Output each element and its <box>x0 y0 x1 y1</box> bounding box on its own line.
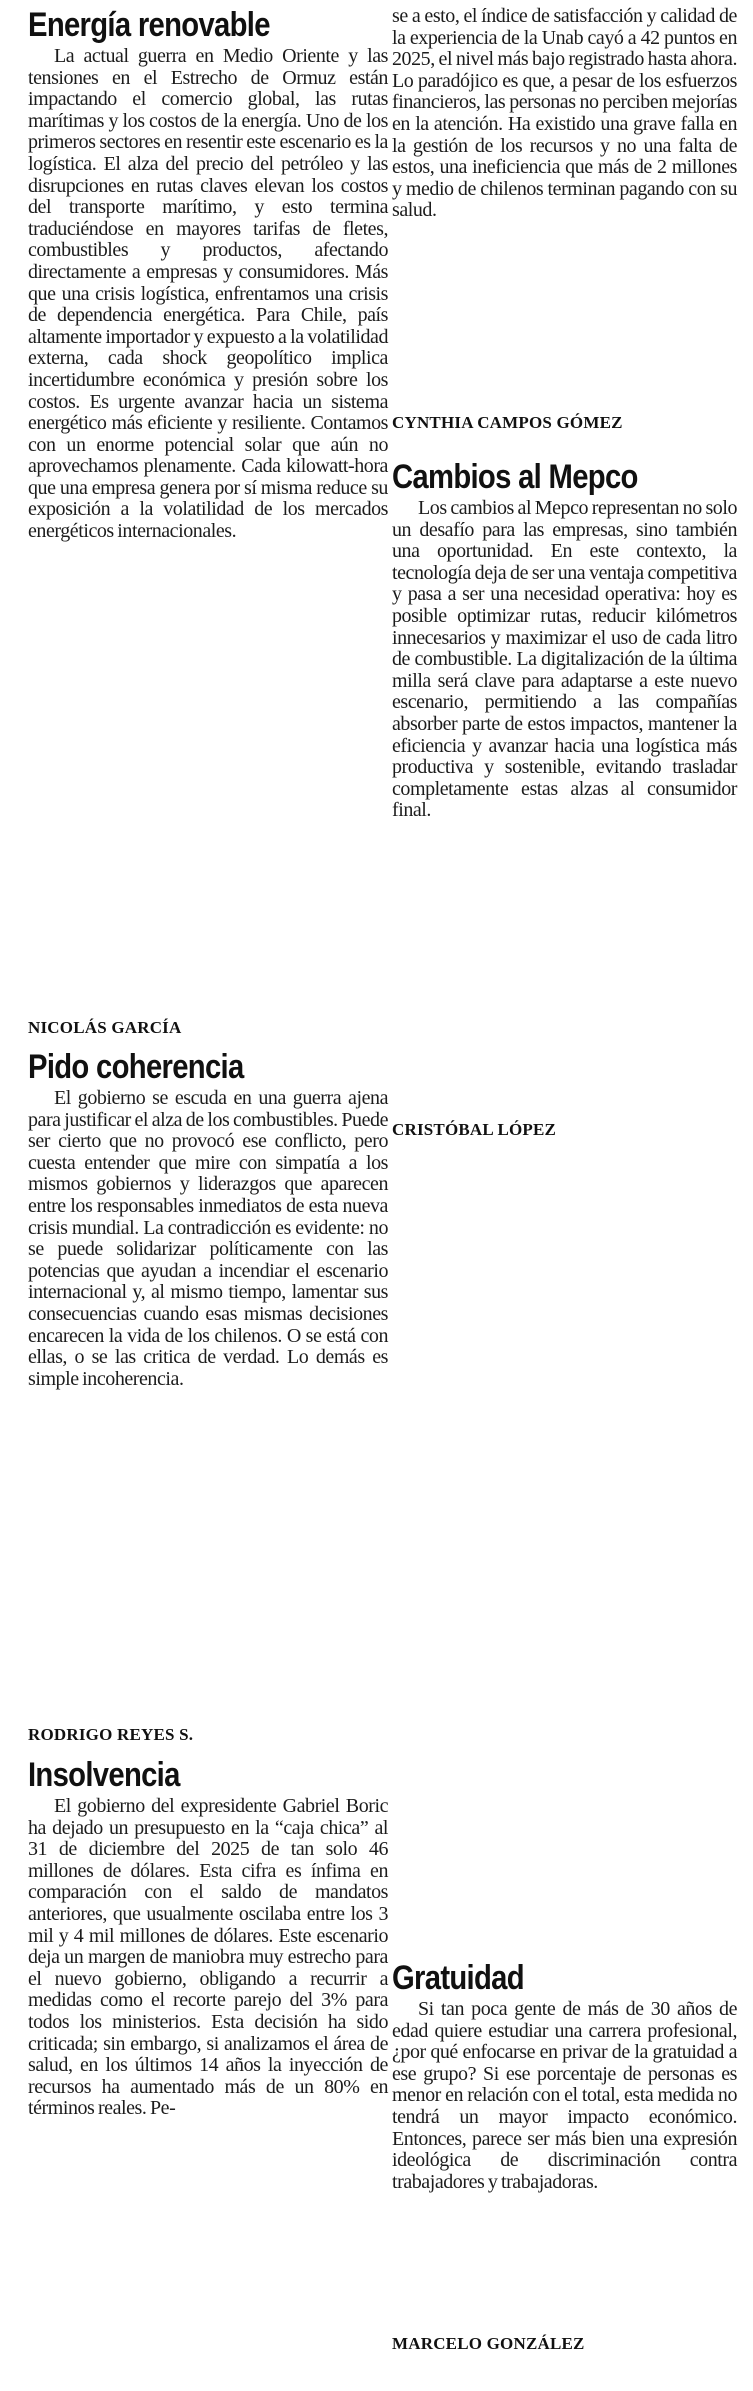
letter-pido-coherencia <box>28 1048 388 1390</box>
letter-insolvencia-continuation <box>392 6 737 222</box>
letter-title: Cambios al Mepco <box>392 458 638 496</box>
letter-author: MARCELO GONZÁLEZ <box>392 2334 585 2353</box>
author-signature <box>392 1120 737 1140</box>
letter-author: CYNTHIA CAMPOS GÓMEZ <box>392 413 623 432</box>
letter-cambios-al-mepco <box>392 458 737 822</box>
author-signature <box>28 1725 388 1745</box>
letter-title: Pido coherencia <box>28 1048 244 1086</box>
letter-author: NICOLÁS GARCÍA <box>28 1018 182 1037</box>
letter-body: La actual guerra en Medio Oriente y las tensiones en el Estrecho de Ormuz están impactando el comercio global, las rutas marítimas y los costos de la energía. Uno de los primeros sectores en resentir este escenario es la logística. El alza del precio del petróleo y las disrupciones en rutas claves elevan los costos del transporte marítimo, y esto termina traduciéndose en mayores tarifas de fletes, combustibles y productos, afectando directamente a empresas y consumidores. Más que una crisis logística, enfrentamos una crisis de dependencia energética. Para Chile, país altamente importador y expuesto a la volatilidad externa, cada shock geopolítico implica incertidumbre económica y presión sobre los costos. Es urgente avanzar hacia un sistema energético más eficiente y resiliente. Contamos con un enorme potencial solar que aún no aprovechamos plenamente. Cada kilowatt-hora que una empresa genera por sí misma reduce su exposición a la volatilidad de los mercados energéticos internacionales. <box>28 45 388 543</box>
letter-body: Si tan poca gente de más de 30 años de edad quiere estudiar una carrera profesional, ¿por qué enfocarse en privar de la gratuidad a ese grupo? Si ese porcentaje de personas es menor en relación con el total, esta medida no tendrá un mayor impacto económico. Entonces, parece ser más bien una expresión ideológica de discriminación contra trabajadores y trabajadoras. <box>392 1998 737 2193</box>
letter-body: se a esto, el índice de satisfacción y calidad de la experiencia de la Unab cayó a 42 puntos en 2025, el nivel más bajo registrado hasta ahora. Lo paradójico es que, a pesar de los esfuerzos financieros, las personas no perciben mejorías en la atención. Ha existido una grave falla en la gestión de los recursos y no una falta de estos, una ineficiencia que más de 2 millones y medio de chilenos terminan pagando con su salud. <box>392 5 737 222</box>
letter-title: Insolvencia <box>28 1756 180 1794</box>
letter-body: El gobierno se escuda en una guerra ajena para justificar el alza de los combustibles. Puede ser cierto que no provocó ese conflicto, pero cuesta entender que mire con simpatía a los mismos gobiernos y liderazgos que aparecen entre los responsables inmediatos de esta nueva crisis mundial. La contradicción es evidente: no se puede solidarizar políticamente con las potencias que ayudan a incendiar el escenario internacional y, al mismo tiempo, lamentar sus consecuencias cuando esas mismas decisiones encarecen la vida de los chilenos. O se está con ellas, o se las critica de verdad. Lo demás es simple incoherencia. <box>28 1087 388 1390</box>
author-signature <box>392 413 737 433</box>
letter-gratuidad <box>392 1959 737 2193</box>
author-signature <box>28 1018 388 1038</box>
letter-insolvencia <box>28 1756 388 2120</box>
letter-body: El gobierno del expresidente Gabriel Boric ha dejado un presupuesto en la “caja chica” al 31 de diciembre del 2025 de tan solo 46 millones de dólares. Esta cifra es ínfima en comparación con el saldo de mandatos anteriores, que usualmente oscilaba entre los 3 mil y 4 mil millones de dólares. Este escenario deja un margen de maniobra muy estrecho para el nuevo gobierno, obligando a recurrir a medidas como el recorte parejo del 3% para todos los ministerios. Esta decisión ha sido criticada; sin embargo, si analizamos el área de salud, en los últimos 14 años la inyección de recursos ha aumentado más de un 80% en términos reales. Pe- <box>28 1795 388 2120</box>
letter-title: Gratuidad <box>392 1959 524 1997</box>
letter-energia-renovable <box>28 6 388 543</box>
letter-body: Los cambios al Mepco representan no solo un desafío para las empresas, sino también una oportunidad. En este contexto, la tecnología deja de ser una ventaja competitiva y pasa a ser una necesidad operativa: hoy es posible optimizar rutas, reducir kilómetros innecesarios y maximizar el uso de cada litro de combustible. La digitalización de la última milla será clave para adaptarse a este nuevo escenario, permitiendo a las compañías absorber parte de estos impactos, mantener la eficiencia y avanzar hacia una logística más productiva y sostenible, evitando trasladar completamente estas alzas al consumidor final. <box>392 497 737 822</box>
letter-author: CRISTÓBAL LÓPEZ <box>392 1120 557 1139</box>
letter-title: Energía renovable <box>28 6 270 44</box>
letter-author: RODRIGO REYES S. <box>28 1725 194 1744</box>
author-signature <box>392 2334 737 2354</box>
